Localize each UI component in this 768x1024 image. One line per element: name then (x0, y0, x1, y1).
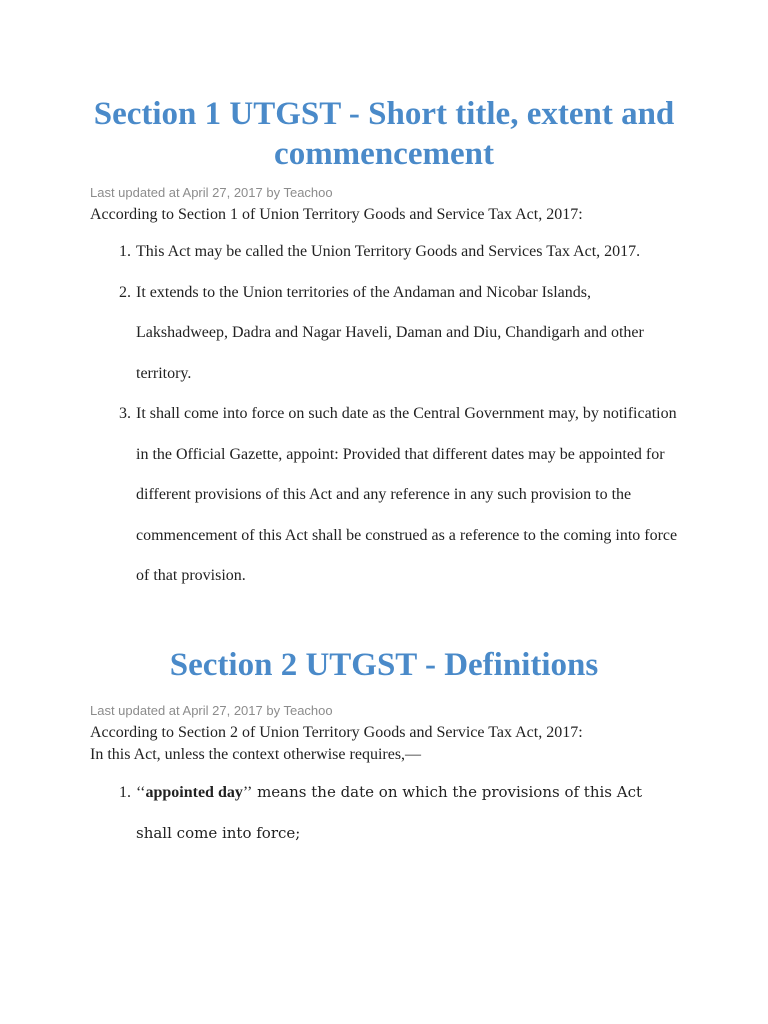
section-2-last-updated: Last updated at April 27, 2017 by Teachoo (90, 702, 333, 718)
section-1-title: Section 1 UTGST - Short title, extent and commencement (93, 96, 675, 172)
section-1-last-updated: Last updated at April 27, 2017 by Teachoo (90, 185, 333, 200)
section-1-item-2: 2. It extends to the Union territories of the Andaman and Nicobar Islands, Lakshadweep, Dadra and Nagar Haveli, Daman and Diu, Chandigarh and other territory. (135, 273, 678, 395)
defined-term: appointed day (145, 783, 243, 801)
section-1-list (90, 232, 678, 597)
section-1-item-3: 3. It shall come into force on such date as the Central Government may, by notification in the Official Gazette, appoint: Provided that different dates may be appointed for different provisions of this Act and any reference in any such provision to the commencement of this Act shall be construed as a reference to the coming into force of that provision. (135, 394, 678, 597)
section-2-item-1 (135, 772, 678, 855)
section-1-intro: According to Section 1 of Union Territory Goods and Service Tax Act, 2017: (90, 206, 583, 223)
section-2-list (90, 772, 678, 855)
section-2-intro: According to Section 2 of Union Territory Goods and Service Tax Act, 2017: (90, 723, 583, 741)
section-2-intro-2: In this Act, unless the context otherwise requires,— (90, 745, 422, 763)
open-quote: ‘‘ (136, 783, 146, 801)
section-2-title: Section 2 UTGST - Definitions (169, 646, 599, 683)
section-1-item-1: 1. This Act may be called the Union Territory Goods and Services Tax Act, 2017. (135, 232, 678, 273)
definition-text: means the date on which the provisions of this Act shall come into force; (136, 782, 643, 842)
close-quote: ’’ (242, 783, 253, 801)
